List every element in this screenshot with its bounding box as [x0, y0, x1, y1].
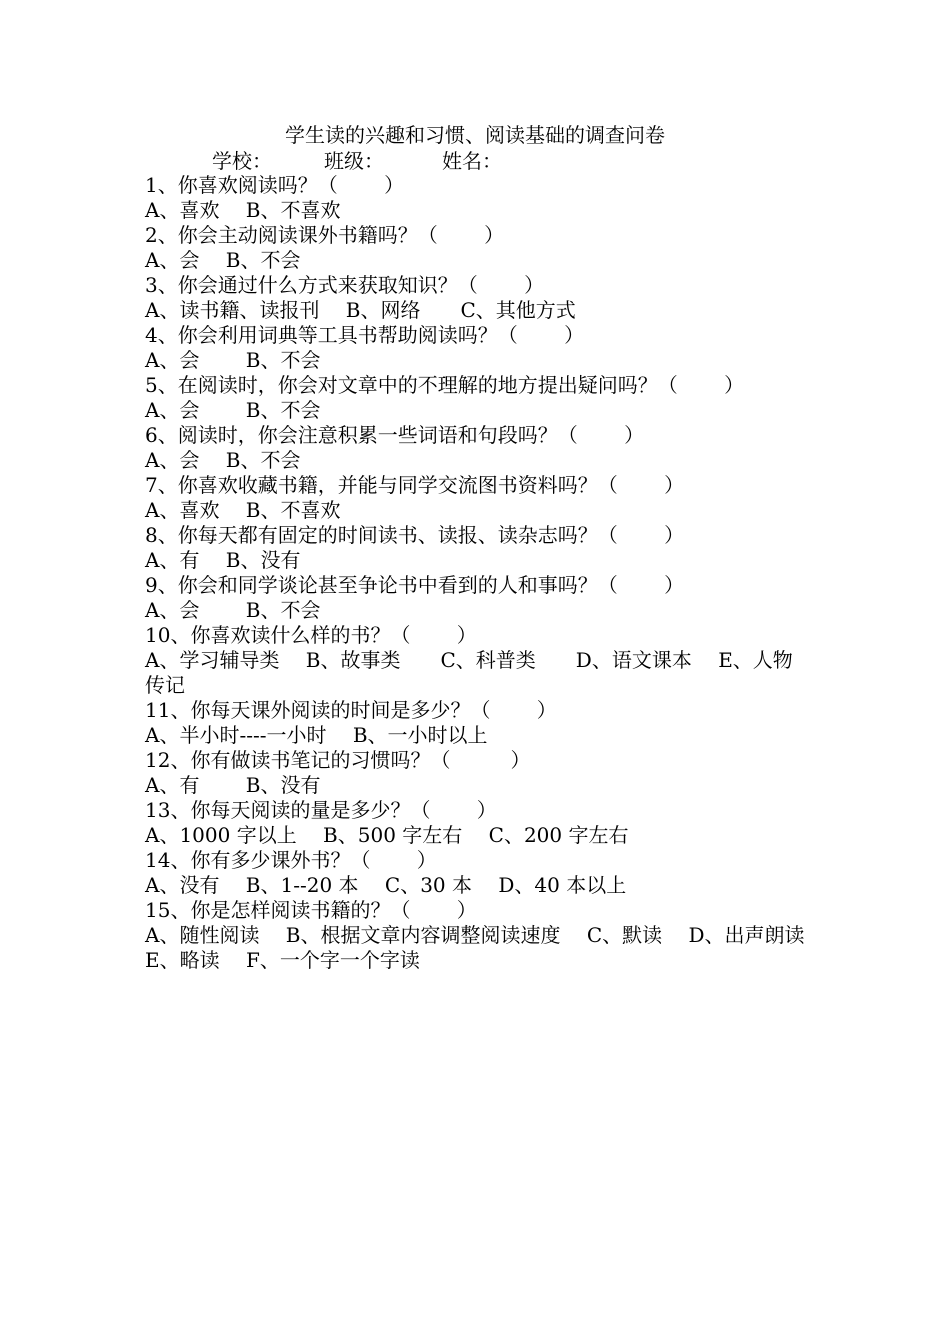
question-text: 10、你喜欢读什么样的书？（ ） [145, 623, 477, 647]
question-text: 5、在阅读时，你会对文章中的不理解的地方提出疑问吗？（ ） [145, 373, 745, 397]
school-field-label: 学校： [212, 149, 272, 173]
answer-options: A、有 B、没有 [145, 773, 321, 797]
question-list [145, 173, 831, 973]
answer-options: A、有 B、没有 [145, 548, 301, 572]
question-text: 12、你有做读书笔记的习惯吗？（ ） [145, 748, 531, 772]
question-text: 6、阅读时，你会注意积累一些词语和句段吗？（ ） [145, 423, 645, 447]
question-text: 2、你会主动阅读课外书籍吗？（ ） [145, 223, 505, 247]
question-text: 9、你会和同学谈论甚至争论书中看到的人和事吗？（ ） [145, 573, 685, 597]
question-text: 14、你有多少课外书？（ ） [145, 848, 437, 872]
answer-options: A、随性阅读 B、根据文章内容调整阅读速度 C、默读 D、出声朗读 E、略读 F、一个字一个字读 [145, 923, 831, 972]
answer-options: A、喜欢 B、不喜欢 [145, 198, 341, 222]
question-text: 11、你每天课外阅读的时间是多少？（ ） [145, 698, 557, 722]
header-fields [212, 148, 502, 174]
class-field-label: 班级： [324, 149, 384, 173]
question-text: 13、你每天阅读的量是多少？（ ） [145, 798, 497, 822]
answer-options: A、会 B、不会 [145, 248, 301, 272]
question-text: 7、你喜欢收藏书籍，并能与同学交流图书资料吗？（ ） [145, 473, 685, 497]
answer-options: A、会 B、不会 [145, 598, 321, 622]
answer-options: A、读书籍、读报刊 B、网络 C、其他方式 [145, 298, 576, 322]
question-text: 4、你会利用词典等工具书帮助阅读吗？（ ） [145, 323, 585, 347]
document-title: 学生读的兴趣和习惯、阅读基础的调查问卷 [285, 123, 665, 147]
answer-options: A、1000 字以上 B、500 字左右 C、200 字左右 [145, 823, 629, 847]
answer-options: A、没有 B、1--20 本 C、30 本 D、40 本以上 [145, 873, 627, 897]
question-text: 3、你会通过什么方式来获取知识？（ ） [145, 273, 545, 297]
name-field-label: 姓名： [442, 149, 502, 173]
question-text: 1、你喜欢阅读吗？（ ） [145, 173, 405, 197]
answer-options: A、会 B、不会 [145, 348, 321, 372]
answer-options: A、半小时----一小时 B、一小时以上 [145, 723, 488, 747]
answer-options: A、学习辅导类 B、故事类 C、科普类 D、语文课本 E、人物传记 [145, 648, 793, 697]
answer-options: A、会 B、不会 [145, 448, 301, 472]
answer-options: A、喜欢 B、不喜欢 [145, 498, 341, 522]
question-text: 15、你是怎样阅读书籍的？（ ） [145, 898, 477, 922]
answer-options: A、会 B、不会 [145, 398, 321, 422]
question-text: 8、你每天都有固定的时间读书、读报、读杂志吗？（ ） [145, 523, 685, 547]
